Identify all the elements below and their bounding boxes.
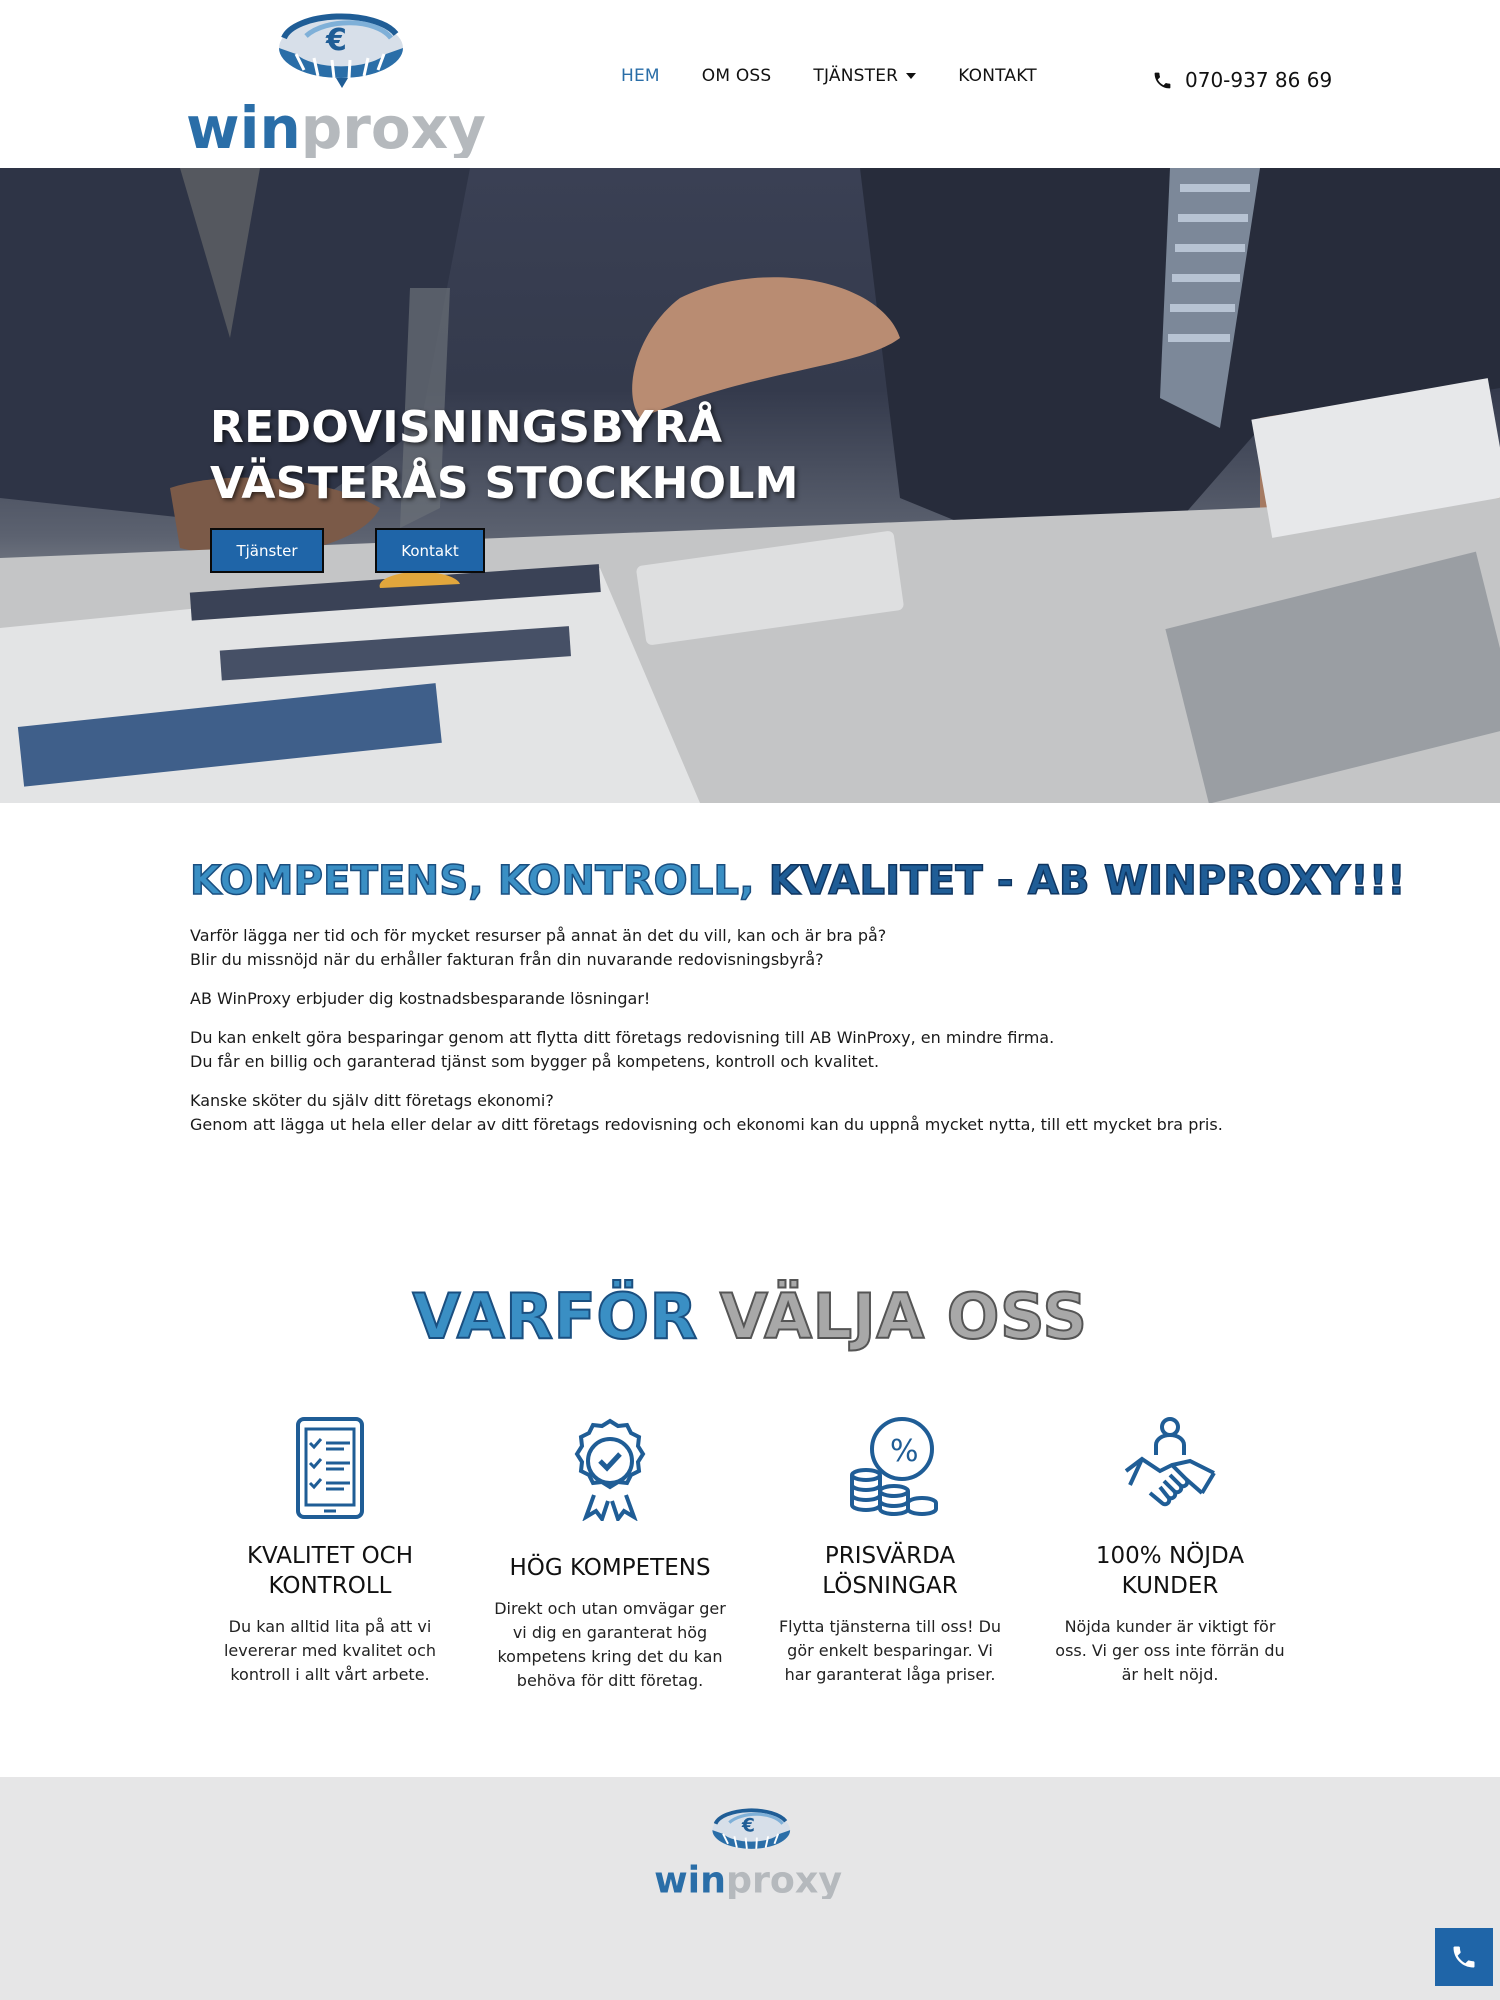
phone-icon [1450, 1943, 1478, 1971]
handshake-icon [1120, 1415, 1220, 1521]
feature-text [770, 1615, 1010, 1687]
feature-card [1050, 1415, 1290, 1687]
button-label: Tjänster [236, 541, 298, 560]
main-nav [600, 66, 1058, 86]
text-line: HÖG KOMPETENS [509, 1555, 711, 1581]
floating-call-button[interactable] [1435, 1928, 1493, 1986]
nav-item-tjanster[interactable] [813, 66, 916, 86]
nav-label: TJÄNSTER [813, 66, 899, 86]
why-heading [0, 1280, 1500, 1353]
hero-title-line: VÄSTERÅS STOCKHOLM [210, 458, 799, 509]
button-label: Kontakt [401, 541, 459, 560]
award-badge-icon [560, 1415, 660, 1521]
intro-paragraph [190, 1026, 1310, 1074]
text-line: AB WinProxy erbjuder dig kostnadsbesparande lösningar! [190, 989, 651, 1008]
logo-graphic [186, 8, 492, 158]
checklist-icon [280, 1415, 380, 1521]
text-line: Du kan enkelt göra besparingar genom att flytta ditt företags redovisning till AB WinProxy, en mindre firma. [190, 1028, 1055, 1047]
nav-item-hem[interactable] [621, 66, 660, 86]
logo-text: winproxy [186, 94, 486, 158]
text-line: oss. Vi ger oss inte förrän du [1055, 1641, 1285, 1660]
text-line: Blir du missnöjd när du erhåller fakturan från din nuvarande redovisningsbyrå? [190, 950, 824, 969]
intro-paragraph [190, 924, 1310, 972]
nav-label: KONTAKT [958, 66, 1037, 86]
hero-title [210, 400, 799, 512]
footer-winproxy-logo[interactable] [654, 1805, 846, 1899]
logo-graphic [654, 1805, 846, 1899]
text-line: är helt nöjd. [1121, 1665, 1219, 1684]
text-line: KUNDER [1121, 1573, 1219, 1599]
why-heading-part: VÄLJA OSS [719, 1280, 1088, 1353]
feature-title [490, 1553, 730, 1583]
text-line: Flytta tjänsterna till oss! Du [778, 1617, 1002, 1636]
logo-text: winproxy [654, 1858, 843, 1899]
caret-down-icon [906, 73, 916, 79]
phone-icon [1152, 70, 1173, 91]
coins-percent-icon [840, 1415, 940, 1521]
text-line: gör enkelt besparingar. Vi [787, 1641, 993, 1660]
text-line: Direkt och utan omvägar ger [494, 1599, 726, 1618]
intro-text [190, 924, 1310, 1152]
text-line: Du kan alltid lita på att vi [228, 1617, 432, 1636]
feature-title [770, 1541, 1010, 1601]
why-heading-part: VARFÖR [412, 1280, 698, 1353]
feature-text [210, 1615, 450, 1687]
text-line: Genom att lägga ut hela eller delar av ditt företags redovisning och ekonomi kan du uppnå mycket nytta, till ett mycket bra pris. [190, 1115, 1223, 1134]
phone-number: 070-937 86 69 [1185, 68, 1333, 92]
text-line: 100% NÖJDA [1095, 1543, 1245, 1569]
header-phone-link[interactable] [1152, 68, 1332, 92]
feature-text [490, 1597, 730, 1693]
nav-label: OM OSS [701, 66, 772, 86]
intro-heading-part: KOMPETENS, KONTROLL, [190, 858, 755, 904]
svg-text:€: € [741, 1815, 755, 1837]
text-line: LÖSNINGAR [822, 1573, 958, 1599]
feature-title [210, 1541, 450, 1601]
text-line: Du får en billig och garanterad tjänst som bygger på kompetens, kontroll och kvalitet. [190, 1052, 880, 1071]
hero-banner [0, 168, 1500, 803]
text-line: KVALITET OCH [246, 1543, 414, 1569]
feature-title [1050, 1541, 1290, 1601]
feature-card [770, 1415, 1010, 1687]
text-line: PRISVÄRDA [824, 1543, 956, 1569]
hero-title-line: REDOVISNINGSBYRÅ [210, 402, 723, 453]
site-header [0, 0, 1500, 168]
contact-button[interactable] [375, 528, 485, 573]
text-line: KONTROLL [268, 1573, 392, 1599]
text-line: behöva för ditt företag. [516, 1671, 704, 1690]
intro-paragraph [190, 987, 1310, 1011]
text-line: kontroll i allt vårt arbete. [230, 1665, 430, 1684]
feature-text [1050, 1615, 1290, 1687]
text-line: Varför lägga ner tid och för mycket resurser på annat än det du vill, kan och är bra på? [190, 926, 887, 945]
intro-heading-part: KVALITET - AB WINPROXY!!! [768, 858, 1406, 904]
feature-card [490, 1415, 730, 1693]
svg-text:€: € [326, 23, 347, 58]
intro-heading [190, 858, 1406, 904]
nav-item-kontakt[interactable] [958, 66, 1037, 86]
text-line: Kanske sköter du själv ditt företags ekonomi? [190, 1091, 554, 1110]
svg-text:%: % [890, 1434, 919, 1469]
text-line: har garanterat låga priser. [784, 1665, 996, 1684]
intro-paragraph [190, 1089, 1310, 1137]
site-footer [0, 1777, 1500, 2000]
feature-card [210, 1415, 450, 1687]
text-line: levererar med kvalitet och [223, 1641, 437, 1660]
services-button[interactable] [210, 528, 324, 573]
nav-item-om-oss[interactable] [702, 66, 772, 86]
winproxy-logo[interactable] [186, 8, 492, 158]
text-line: Nöjda kunder är viktigt för [1064, 1617, 1276, 1636]
nav-label: HEM [621, 66, 660, 86]
text-line: vi dig en garanterat hög [512, 1623, 708, 1642]
text-line: kompetens kring det du kan [497, 1647, 723, 1666]
